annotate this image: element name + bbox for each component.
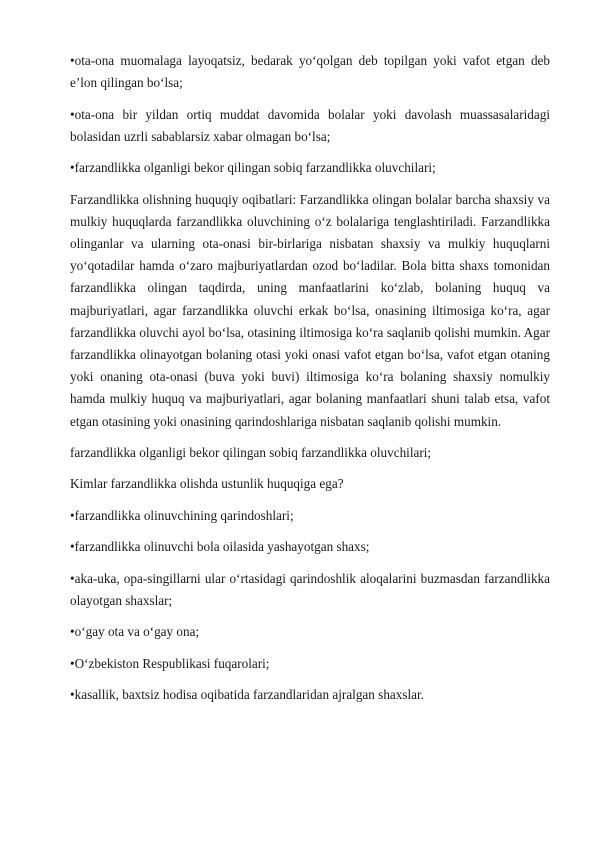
paragraph-bullet-former-adopters: •farzandlikka olganligi bekor qilingan sobiq farzandlikka oluvchilari;: [70, 160, 436, 176]
paragraph-former-adopters: farzandlikka olganligi bekor qilingan sobiq farzandlikka oluvchilari;: [70, 445, 432, 460]
paragraph-bullet-step-parents: •o‘gay ota va o‘gay ona;: [70, 624, 200, 640]
paragraph-bullet-no-contact: •ota-ona bir yildan ortiq muddat davomida bolalar yoki davolash muassasalaridagi bolasidan uzrli sabablarsiz xabar olmagan bo‘lsa;: [70, 106, 550, 144]
document-page: [70, 50, 550, 715]
paragraph-bullet-citizens: •O‘zbekiston Respublikasi fuqarolari;: [70, 655, 270, 671]
paragraph-bullet-relatives: •farzandlikka olinuvchining qarindoshlari;: [70, 507, 294, 523]
paragraph-legal-consequences: Farzandlikka olishning huquqiy oqibatlari: Farzandlikka olingan bolalar barcha shaxsiy va mulkiy huquqlarda farzandlikka oluvchining o‘z bolalariga tenglashtiriladi. Farzandlikka olinganlar va ularning ota-onasi bir-birlariga nisbatan shaxsiy va mulkiy huquqlarni yo‘qotadilar hamda o‘zaro majburiyatlardan ozod bo‘ladilar. Bola bitta shaxs tomonidan farzandlikka olingan taqdirda, uning manfaatlarini ko‘zlab, bolaning huquq va majburiyatlari, agar farzandlikka oluvchi erkak bo‘lsa, onasining iltimosiga ko‘ra, agar farzandlikka oluvchi ayol bo‘lsa, otasining iltimosiga ko‘ra saqlanib qolishi mumkin. Agar farzandlikka olinayotgan bolaning otasi yoki onasi vafot etgan bo‘lsa, vafot etgan otaning yoki onaning ota-onasi (buva yoki buvi) iltimosiga ko‘ra bolaning shaxsiy nomulkiy hamda mulkiy huquq va majburiyatlari, agar bolaning manfaatlari shuni talab etsa, vafot etgan otasining yoki onasining qarindoshlariga nisbatan saqlanib qolishi mumkin.: [70, 191, 550, 429]
paragraph-bullet-siblings: •aka-uka, opa-singillarni ular o‘rtasidagi qarindoshlik aloqalarini buzmasdan farzandlikka olayotgan shaxslar;: [70, 570, 550, 608]
paragraph-bullet-family-residents: •farzandlikka olinuvchi bola oilasida yashayotgan shaxs;: [70, 539, 370, 555]
paragraph-priority-question: Kimlar farzandlikka olishda ustunlik huquqiga ega?: [70, 476, 344, 492]
paragraph-bullet-incapacitated-parents: •ota-ona muomalaga layoqatsiz, bedarak yo‘qolgan deb topilgan yoki vafot etgan deb e’lon qilingan bo‘lsa;: [70, 53, 550, 91]
paragraph-bullet-bereaved: •kasallik, baxtsiz hodisa oqibatida farzandlaridan ajralgan shaxslar.: [70, 686, 424, 702]
